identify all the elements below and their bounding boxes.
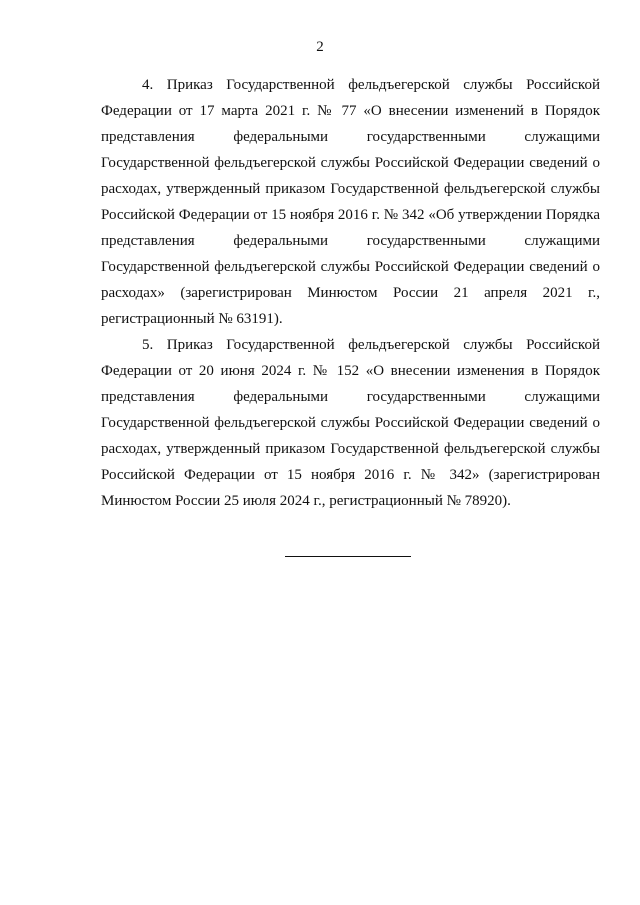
document-body — [101, 72, 600, 514]
end-separator-line — [285, 556, 411, 557]
page-number: 2 — [316, 39, 324, 55]
paragraph-item-4: 4. Приказ Государственной фельдъегерской службы Российской Федерации от 17 марта 2021 г. № 77 «О внесении изменений в Порядок представления федеральными государственными служащими Государственной фельдъегерской службы Российской Федерации сведений о расходах, утвержденный приказом Государственной фельдъегерской службы Российской Федерации от 15 ноября 2016 г. № 342 «Об утверждении Порядка представления федеральными государственными служащими Государственной фельдъегерской службы Российской Федерации сведений о расходах» (зарегистрирован Минюстом России 21 апреля 2021 г., регистрационный № 63191). — [101, 77, 600, 327]
paragraph-item-5: 5. Приказ Государственной фельдъегерской службы Российской Федерации от 20 июня 2024 г. № 152 «О внесении изменения в Порядок представления федеральными государственными служащими Государственной фельдъегерской службы Российской Федерации сведений о расходах, утвержденный приказом Государственной фельдъегерской службы Российской Федерации от 15 ноября 2016 г. № 342» (зарегистрирован Минюстом России 25 июля 2024 г., регистрационный № 78920). — [101, 337, 600, 509]
